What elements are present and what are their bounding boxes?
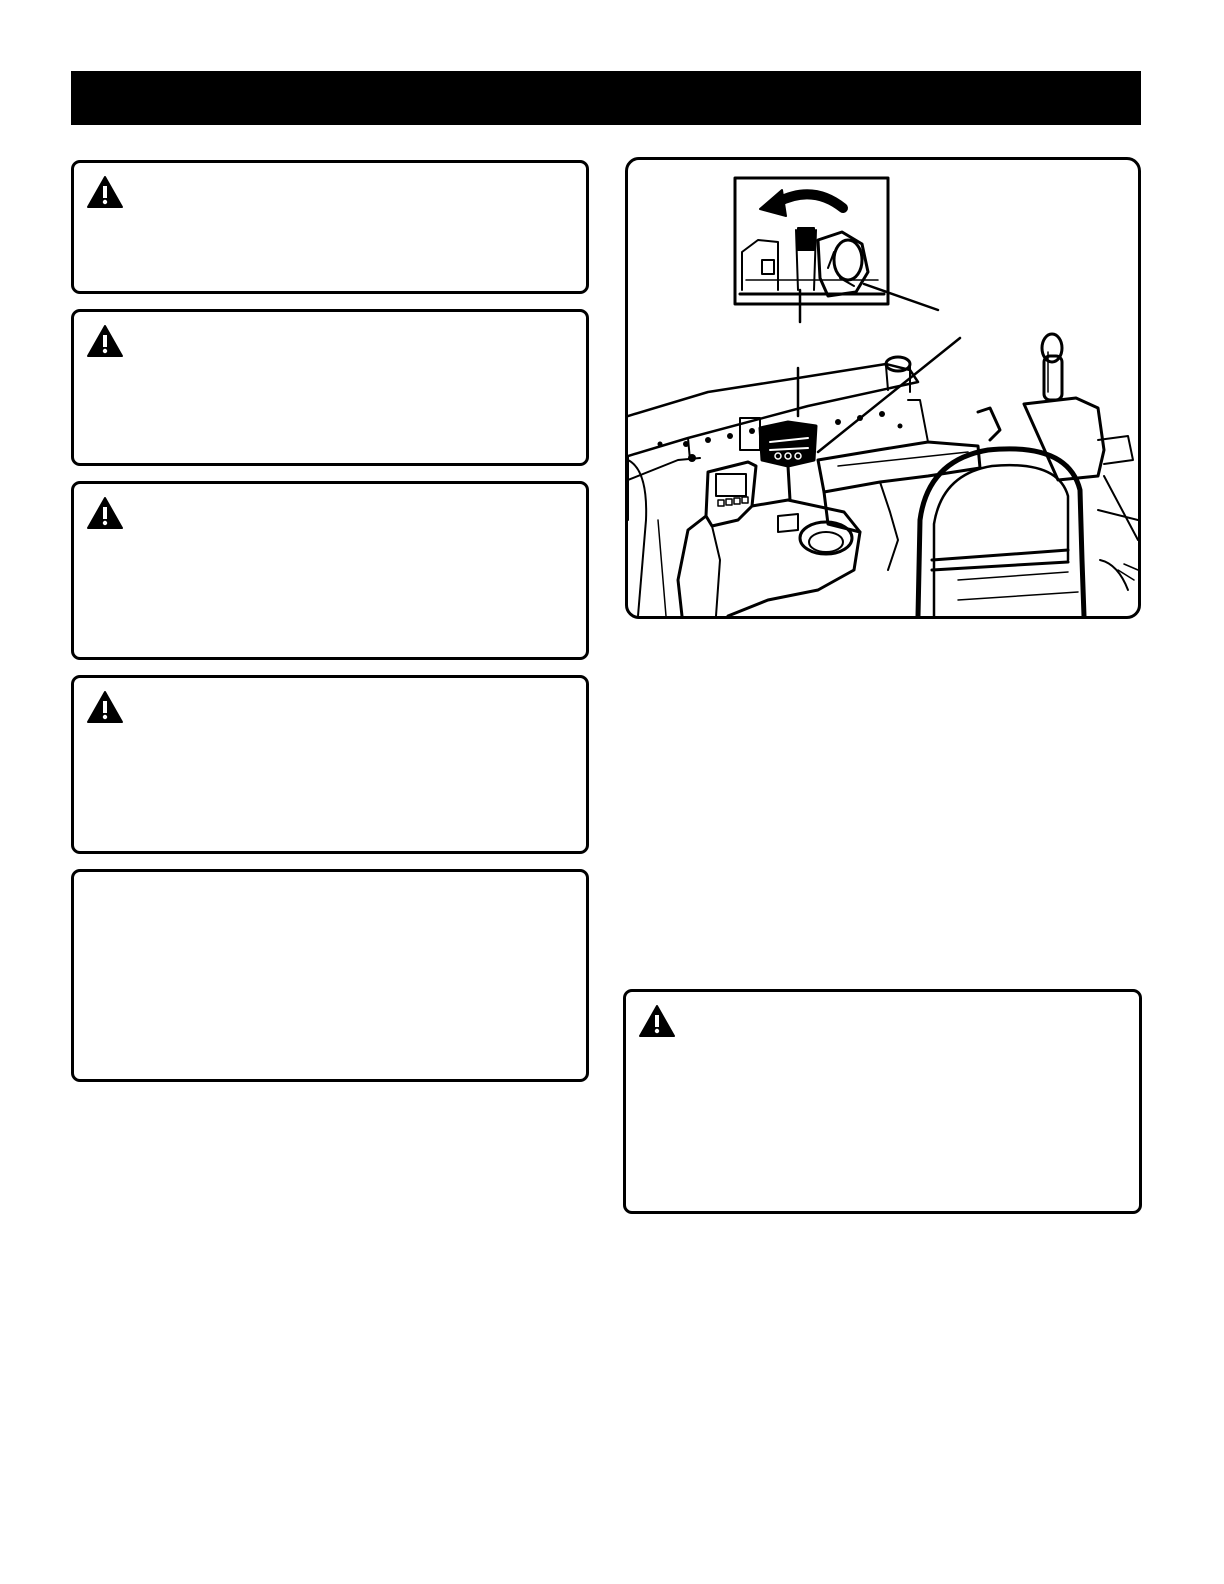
warning-box-1 xyxy=(71,160,589,294)
mower-ignition-lever-illustration xyxy=(628,160,1138,616)
section-header-bar xyxy=(71,71,1141,125)
warning-triangle-icon xyxy=(86,496,124,530)
warning-triangle-icon xyxy=(86,324,124,358)
warning-box-4 xyxy=(71,675,589,854)
warning-triangle-icon xyxy=(86,690,124,724)
warning-box-6 xyxy=(623,989,1142,1214)
warning-box-2 xyxy=(71,309,589,466)
warning-triangle-icon xyxy=(86,175,124,209)
mower-figure xyxy=(625,157,1141,619)
warning-triangle-icon xyxy=(638,1004,676,1038)
warning-box-3 xyxy=(71,481,589,660)
notice-box xyxy=(71,869,589,1082)
